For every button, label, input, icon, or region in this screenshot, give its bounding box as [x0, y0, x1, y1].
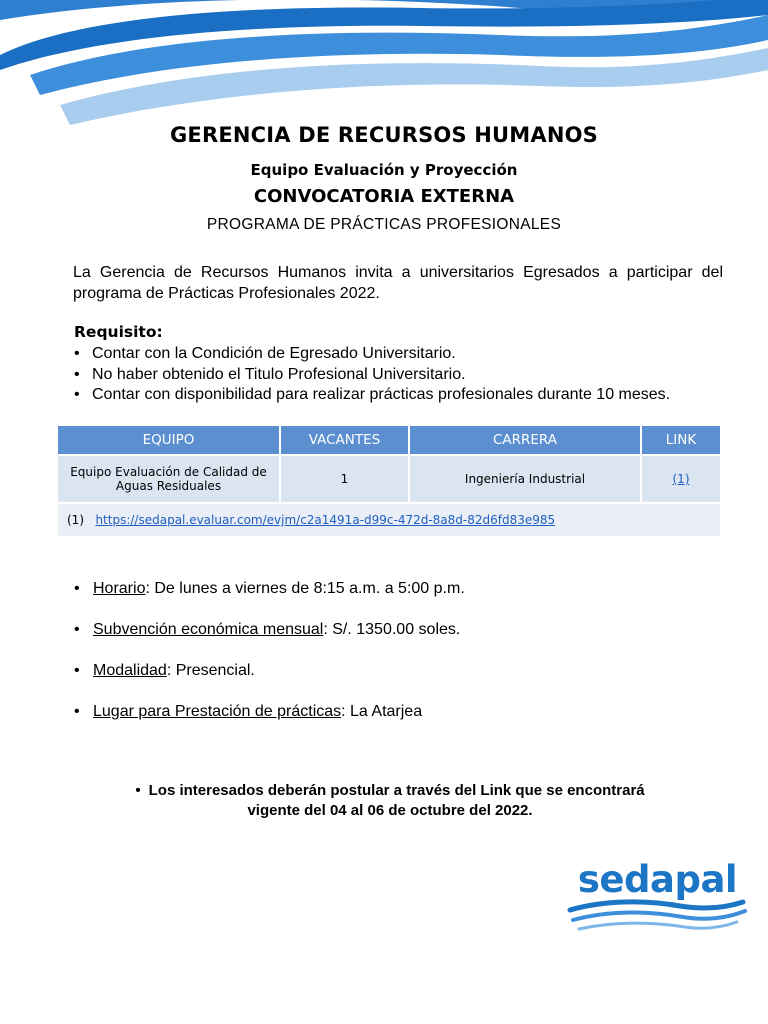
detail-schedule: [74, 580, 465, 621]
requirement-item: • Contar con la Condición de Egresado Universitario.: [74, 344, 670, 365]
announcement-type: CONVOCATORIA EXTERNA: [253, 186, 515, 207]
table-note-row: [58, 503, 720, 536]
logo-waves-icon: [565, 898, 750, 938]
closing-line-1: Los interesados deberán postular a través del Link que se encontrará: [148, 782, 645, 799]
detail-value: S/. 1350.00 soles.: [332, 621, 461, 638]
logo-wordmark: sedapal: [577, 858, 738, 901]
closing-note: [90, 781, 690, 821]
requirement-item: • No haber obtenido el Titulo Profesional Universitario.: [74, 365, 670, 386]
detail-label: Subvención económica mensual: [93, 621, 324, 638]
page-title: GERENCIA DE RECURSOS HUMANOS: [169, 123, 599, 147]
requirements-title: Requisito:: [74, 323, 163, 341]
detail-label: Lugar para Prestación de prácticas: [93, 703, 342, 720]
detail-value: La Atarjea: [350, 703, 423, 720]
application-link-ref[interactable]: (1): [672, 472, 690, 486]
detail-separator: :: [166, 662, 176, 679]
application-url-link[interactable]: https://sedapal.evaluar.com/evjm/c2a1491a-d99c-472d-8a8d-82d6fd83e985: [95, 513, 556, 527]
vacancies-table: [58, 426, 720, 536]
cell-vacantes: 1: [280, 455, 409, 503]
header-waves-graphic: [0, 0, 768, 130]
detail-separator: :: [341, 703, 351, 720]
cell-carrera: Ingeniería Industrial: [409, 455, 641, 503]
department-subtitle: Equipo Evaluación y Proyección: [250, 161, 518, 179]
cell-link: [641, 455, 720, 503]
sedapal-logo: [565, 858, 750, 938]
requirement-item: • Contar con disponibilidad para realizar prácticas profesionales durante 10 meses.: [74, 385, 670, 406]
cell-equipo: Equipo Evaluación de Calidad de Aguas Residuales: [58, 455, 280, 503]
link-note-marker: (1): [67, 513, 84, 527]
detail-label: Horario: [93, 580, 146, 597]
detail-location: [74, 703, 465, 744]
detail-value: De lunes a viernes de 8:15 a.m. a 5:00 p.m.: [154, 580, 465, 597]
detail-separator: :: [145, 580, 155, 597]
link-note-cell: [58, 503, 720, 536]
detail-modality: [74, 662, 465, 703]
column-header-vacantes: VACANTES: [280, 426, 409, 455]
column-header-link: LINK: [641, 426, 720, 455]
requirements-list: [74, 344, 670, 406]
details-list: [74, 580, 465, 744]
table-header-row: [58, 426, 720, 455]
detail-stipend: [74, 621, 465, 662]
column-header-equipo: EQUIPO: [58, 426, 280, 455]
table-row: [58, 455, 720, 503]
column-header-carrera: CARRERA: [409, 426, 641, 455]
intro-paragraph: La Gerencia de Recursos Humanos invita a universitarios Egresados a participar del programa de Prácticas Profesionales 2022.: [73, 264, 723, 302]
closing-line-2: vigente del 04 al 06 de octubre del 2022.: [247, 802, 533, 819]
detail-value: Presencial.: [175, 662, 255, 679]
detail-label: Modalidad: [93, 662, 167, 679]
detail-separator: :: [323, 621, 333, 638]
closing-bullet: •: [135, 782, 141, 799]
program-name: PROGRAMA DE PRÁCTICAS PROFESIONALES: [206, 216, 562, 233]
